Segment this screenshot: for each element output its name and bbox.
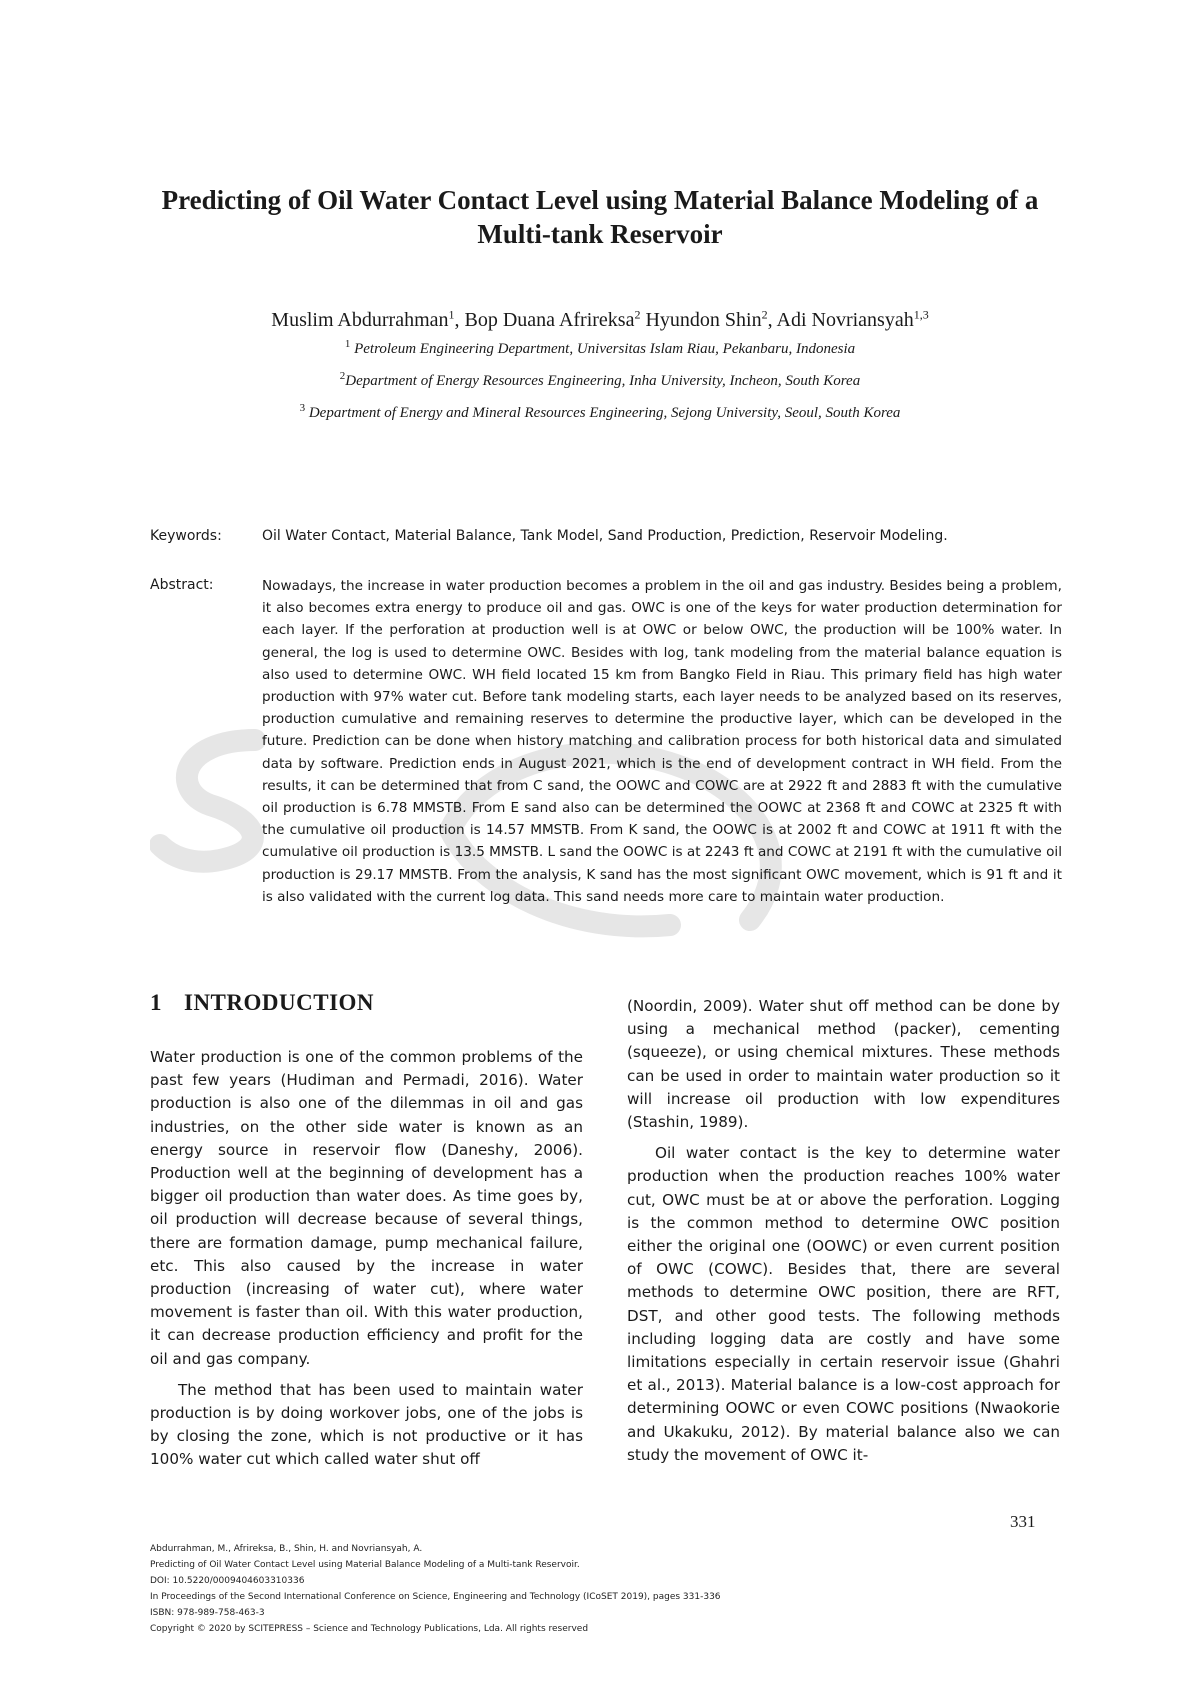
footer-authors: Abdurrahman, M., Afrireksa, B., Shin, H. and Novriansyah, A. xyxy=(150,1544,423,1554)
keywords-label: Keywords: xyxy=(150,528,222,544)
paper-title: Predicting of Oil Water Contact Level using Material Balance Modeling of a Multi-tank Reservoir xyxy=(161,185,1039,249)
affiliation: $^2$Department of Energy Resources Engineering, Inha University, Incheon, South Korea xyxy=(339,370,861,389)
author-list xyxy=(130,302,1070,332)
paragraph: The method that has been used to maintain water production is by doing workover jobs, one of the jobs is by closing the zone, which is not productive or it has 100% water cut which called water shut off xyxy=(150,1380,583,1469)
footer-title: Predicting of Oil Water Contact Level using Material Balance Modeling of a Multi-tank Reservoir. xyxy=(150,1560,580,1570)
author: Hyundon Shin$^2$, xyxy=(645,307,777,331)
section-title: INTRODUCTION xyxy=(184,990,375,1015)
abstract-text: Nowadays, the increase in water production becomes a problem in the oil and gas industry. Besides being a problem, it also becomes extra energy to produce oil and gas. OWC is one of the keys for water production determination for each layer. If the perforation at production well is at OWC or below OWC, the production will be 100% water. In general, the log is used to determine OWC. Besides with log, tank modeling from the material balance equation is also used to determine OWC. WH field located 15 km from Bangko Field in Riau. This primary field has high water production with 97% water cut. Before tank modeling starts, each layer needs to be analyzed based on its reserves, production cumulative and remaining reserves to determine the productive layer, which can be developed in the future. Prediction can be done when history matching and calibration process for both historical data and simulated data by software. Prediction ends in August 2021, which is the end of development contract in WH field. From the results, it can be determined that from C sand, the OOWC and COWC are at 2922 ft and 2883 ft with the cumulative oil production is 6.78 MMSTB. From E sand also can be determined the OOWC at 2368 ft and COWC at 2325 ft with the cumulative oil production is 14.57 MMSTB. From K sand, the OOWC is at 2002 ft and COWC at 1911 ft with the cumulative oil production is 13.5 MMSTB. L sand the OOWC is at 2243 ft and COWC at 2191 ft with the cumulative oil production is 29.17 MMSTB. From the analysis, K sand has the most significant OWC movement, which is 91 ft and it is also validated with the current log data. This sand needs more care to maintain water production. xyxy=(262,578,1062,905)
footer-proceedings: In Proceedings of the Second International Conference on Science, Engineering and Technology (ICoSET 2019), pages 331-336 xyxy=(150,1592,721,1602)
page-number: 331 xyxy=(1010,1512,1036,1531)
footer-isbn: ISBN: 978-989-758-463-3 xyxy=(150,1608,265,1618)
affiliation: $^1$ Petroleum Engineering Department, Universitas Islam Riau, Pekanbaru, Indonesia xyxy=(344,338,856,357)
keywords-text: Oil Water Contact, Material Balance, Tank Model, Sand Production, Prediction, Reservoir Modeling. xyxy=(262,528,948,544)
section-heading xyxy=(150,990,374,1016)
author: Bop Duana Afrireksa$^2$ xyxy=(464,307,641,331)
section-number: 1 xyxy=(150,990,162,1015)
paragraph: Water production is one of the common problems of the past few years (Hudiman and Permadi, 2016). Water production is also one of the dilemmas in oil and gas industries, on the other side water is known as an energy source in reservoir flow (Daneshy, 2006). Production well at the beginning of development has a bigger oil production than water does. As time goes by, oil production will decrease because of several things, there are formation damage, pump mechanical failure, etc. This also caused by the increase in water production (increasing of water cut), where water movement is faster than oil. With this water production, it can decrease production efficiency and profit for the oil and gas company. xyxy=(150,1048,583,1368)
abstract-label: Abstract: xyxy=(150,577,214,593)
author: Adi Novriansyah$^{1,3}$ xyxy=(776,307,929,331)
paragraph: Oil water contact is the key to determine water production when the production reaches 100% water cut, OWC must be at or above the perforation. Logging is the common method to determine OWC position either the original one (OOWC) or even current position of OWC (COWC). Besides that, there are several methods to determine OWC position, there are RFT, DST, and other good tests. The following methods including logging data are costly and have some limitations especially in certain reservoir issue (Ghahri et al., 2013). Material balance is a low-cost approach for determining OOWC or even COWC positions (Nwaokorie and Ukakuku, 2012). By material balance also we can study the movement of OWC it- xyxy=(627,1144,1060,1464)
author: Muslim Abdurrahman$^1$, xyxy=(271,307,465,331)
citation-footer xyxy=(150,1541,1050,1637)
paragraph: (Noordin, 2009). Water shut off method can be done by using a mechanical method (packer), cementing (squeeze), or using chemical mixtures. These methods can be used in order to maintain water production so it will increase oil production with low expenditures (Stashin, 1989). xyxy=(627,997,1060,1132)
affiliation: $^3$ Department of Energy and Mineral Resources Engineering, Sejong University, Seoul, South Korea xyxy=(299,402,901,421)
footer-copyright: Copyright © 2020 by SCITEPRESS – Science and Technology Publications, Lda. All rights reserved xyxy=(150,1624,589,1634)
affiliation-list xyxy=(130,331,1070,427)
right-column xyxy=(627,995,1060,1475)
footer-doi: DOI: 10.5220/0009404603310336 xyxy=(150,1576,305,1586)
left-column xyxy=(150,1046,583,1480)
